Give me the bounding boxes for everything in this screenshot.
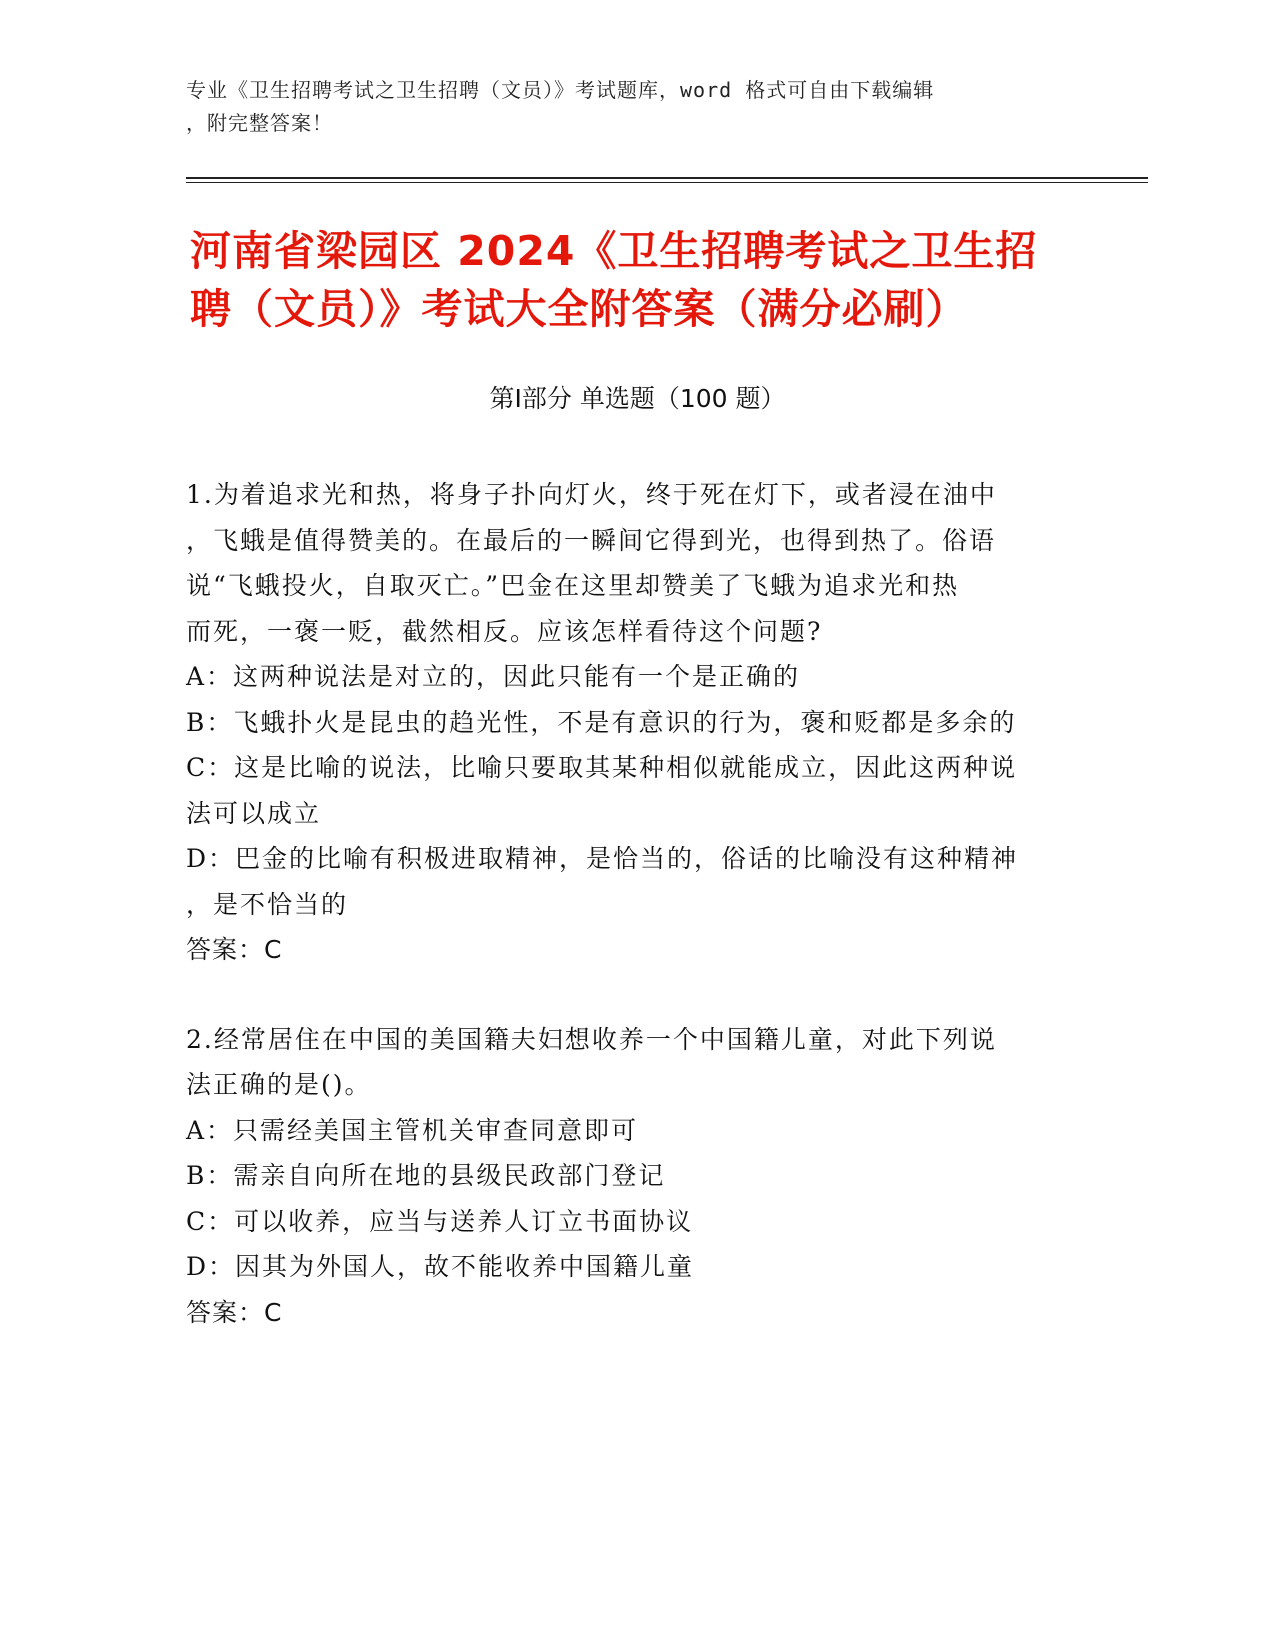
option-line: ，是不恰当的 [186, 889, 349, 919]
option-line: 法可以成立 [186, 798, 322, 828]
option-c [186, 745, 1066, 836]
question-stem-line: ，飞蛾是值得赞美的。在最后的一瞬间它得到光，也得到热了。俗语 [186, 525, 997, 555]
document-title-line: 河南省梁园区 2024《卫生招聘考试之卫生招 [190, 227, 1038, 275]
option-line: A：这两种说法是对立的，因此只能有一个是正确的 [186, 662, 801, 691]
question-list [186, 472, 1066, 1379]
question-stem-line: 而死，一褒一贬，截然相反。应该怎样看待这个问题? [186, 616, 823, 646]
question-stem-line: 说“飞蛾投火，自取灭亡。”巴金在这里却赞美了飞蛾为追求光和热 [186, 571, 960, 600]
option-line: A：只需经美国主管机关审查同意即可 [186, 1115, 639, 1145]
option-d [186, 836, 1066, 927]
document-title-line: 聘（文员）》考试大全附答案（满分必刷） [190, 285, 968, 333]
question-stem-line: 法正确的是()。 [186, 1070, 372, 1099]
option-a [186, 1108, 1066, 1154]
question-stem [186, 472, 1066, 654]
header-divider [186, 177, 1148, 179]
header-note [186, 74, 1066, 140]
option-line: B：飞蛾扑火是昆虫的趋光性，不是有意识的行为，褒和贬都是多余的 [186, 707, 1017, 737]
header-note-line: ，附完整答案！ [186, 111, 333, 135]
question-item [186, 1017, 1066, 1336]
option-a [186, 654, 1066, 700]
question-item [186, 472, 1066, 973]
option-line: C：这是比喻的说法，比喻只要取其某种相似就能成立，因此这两种说 [186, 753, 1018, 782]
header-note-line: 专业《卫生招聘考试之卫生招聘（文员）》考试题库，word 格式可自由下载编辑 [186, 78, 935, 102]
option-c [186, 1199, 1066, 1245]
option-b [186, 700, 1066, 746]
header-divider-thin [186, 182, 1148, 183]
option-line: D：巴金的比喻有积极进取精神，是恰当的，俗话的比喻没有这种精神 [186, 844, 1019, 873]
answer-line: 答案：C [186, 935, 283, 964]
question-stem [186, 1017, 1066, 1108]
option-line: B：需亲自向所在地的县级民政部门登记 [186, 1161, 666, 1190]
option-line: C：可以收养，应当与送养人订立书面协议 [186, 1206, 694, 1236]
document-title [190, 222, 1090, 338]
option-d [186, 1244, 1066, 1290]
option-b [186, 1153, 1066, 1199]
question-stem-line: 2.经常居住在中国的美国籍夫妇想收养一个中国籍儿童，对此下列说 [186, 1024, 997, 1054]
section-heading: 第Ⅰ部分 单选题（100 题） [489, 384, 786, 413]
answer-line: 答案：C [186, 1297, 283, 1327]
option-line: D：因其为外国人，故不能收养中国籍儿童 [186, 1252, 695, 1281]
question-stem-line: 1.为着追求光和热，将身子扑向灯火，终于死在灯下，或者浸在油中 [186, 480, 997, 509]
